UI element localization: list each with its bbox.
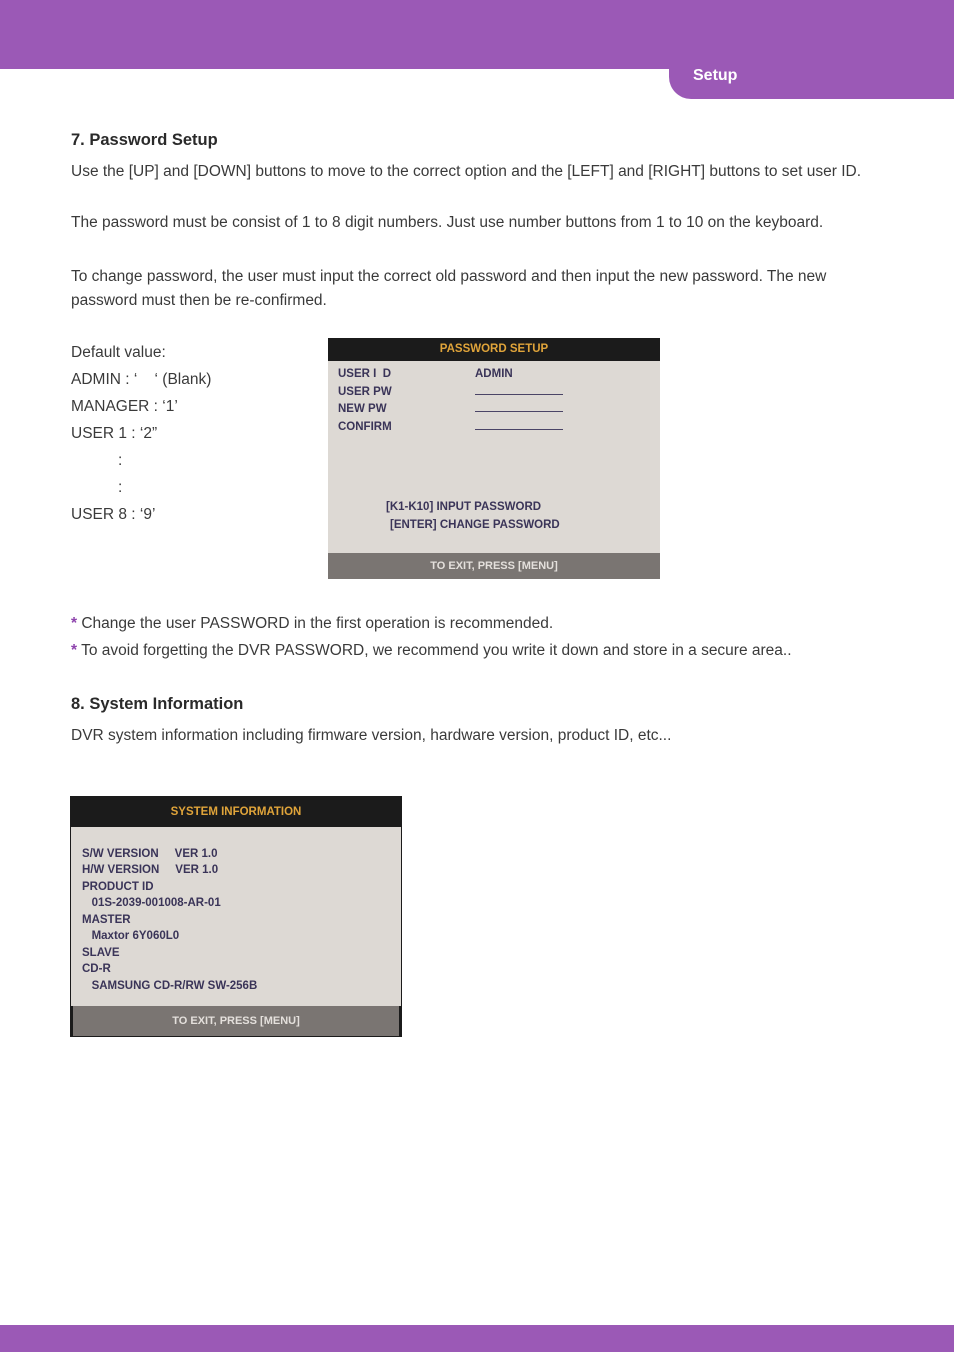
section7-para1: Use the [UP] and [DOWN] buttons to move to the correct option and the [LEFT] and [RIGHT] buttons to set user ID.: [71, 163, 862, 180]
default-admin: ADMIN : ‘ ‘ (Blank): [71, 371, 212, 388]
default-ellipsis: :: [118, 452, 123, 469]
new-pw-label: NEW PW: [338, 403, 387, 415]
section-tab-label: Setup: [693, 67, 738, 84]
footer-bar: [0, 1325, 954, 1352]
master-value: Maxtor 6Y060L0: [82, 930, 180, 942]
note-marker: *: [71, 642, 78, 659]
note-1: [71, 615, 553, 633]
user-pw-label: USER PW: [338, 386, 392, 398]
section-tab: [669, 60, 954, 99]
default-manager: MANAGER : ‘1’: [71, 398, 178, 415]
section7-heading: 7. Password Setup: [71, 131, 218, 149]
confirm-field: [475, 429, 563, 430]
section7-para3: To change password, the user must input the correct old password and then input the new password. The new password must then be re-confirmed.: [71, 268, 827, 309]
user-id-value: ADMIN: [475, 368, 513, 380]
note-2: [71, 642, 792, 660]
product-id-value: 01S-2039-001008-AR-01: [82, 897, 221, 909]
header-bar: [0, 0, 954, 69]
password-setup-screenshot: [328, 338, 660, 579]
hw-version-line: H/W VERSION VER 1.0: [82, 864, 219, 876]
confirm-label: CONFIRM: [338, 421, 392, 433]
default-ellipsis: :: [118, 479, 123, 496]
cdr-label: CD-R: [82, 963, 111, 975]
product-id-label: PRODUCT ID: [82, 881, 154, 893]
new-pw-field: [475, 411, 563, 412]
user-id-label: USER I D: [338, 368, 392, 380]
section8-para1: DVR system information including firmware version, hardware version, product ID, etc...: [71, 727, 672, 744]
slave-label: SLAVE: [82, 947, 120, 959]
password-setup-footer: TO EXIT, PRESS [MENU]: [328, 553, 660, 579]
system-information-title: SYSTEM INFORMATION: [71, 797, 401, 827]
input-password-hint: [K1-K10] INPUT PASSWORD: [386, 501, 542, 513]
change-password-hint: [ENTER] CHANGE PASSWORD: [390, 519, 560, 531]
password-setup-title: PASSWORD SETUP: [328, 338, 660, 361]
default-user1: USER 1 : ‘2”: [71, 425, 158, 442]
system-information-footer: TO EXIT, PRESS [MENU]: [71, 1006, 401, 1036]
user-pw-field: [475, 394, 563, 395]
default-user8: USER 8 : ‘9’: [71, 506, 156, 523]
note-1-text: Change the user PASSWORD in the first operation is recommended.: [81, 615, 554, 632]
default-value-label: Default value:: [71, 344, 166, 361]
cdr-value: SAMSUNG CD-R/RW SW-256B: [82, 980, 258, 992]
section8-heading: 8. System Information: [71, 695, 244, 713]
sw-version-line: S/W VERSION VER 1.0: [82, 848, 218, 860]
system-information-screenshot: [70, 796, 402, 1037]
section7-para2: The password must be consist of 1 to 8 digit numbers. Just use number buttons from 1 to 10 on the keyboard.: [71, 214, 824, 231]
note-marker: *: [71, 615, 78, 632]
note-2-text: To avoid forgetting the DVR PASSWORD, we recommend you write it down and store in a secure area..: [81, 642, 792, 659]
master-label: MASTER: [82, 914, 131, 926]
